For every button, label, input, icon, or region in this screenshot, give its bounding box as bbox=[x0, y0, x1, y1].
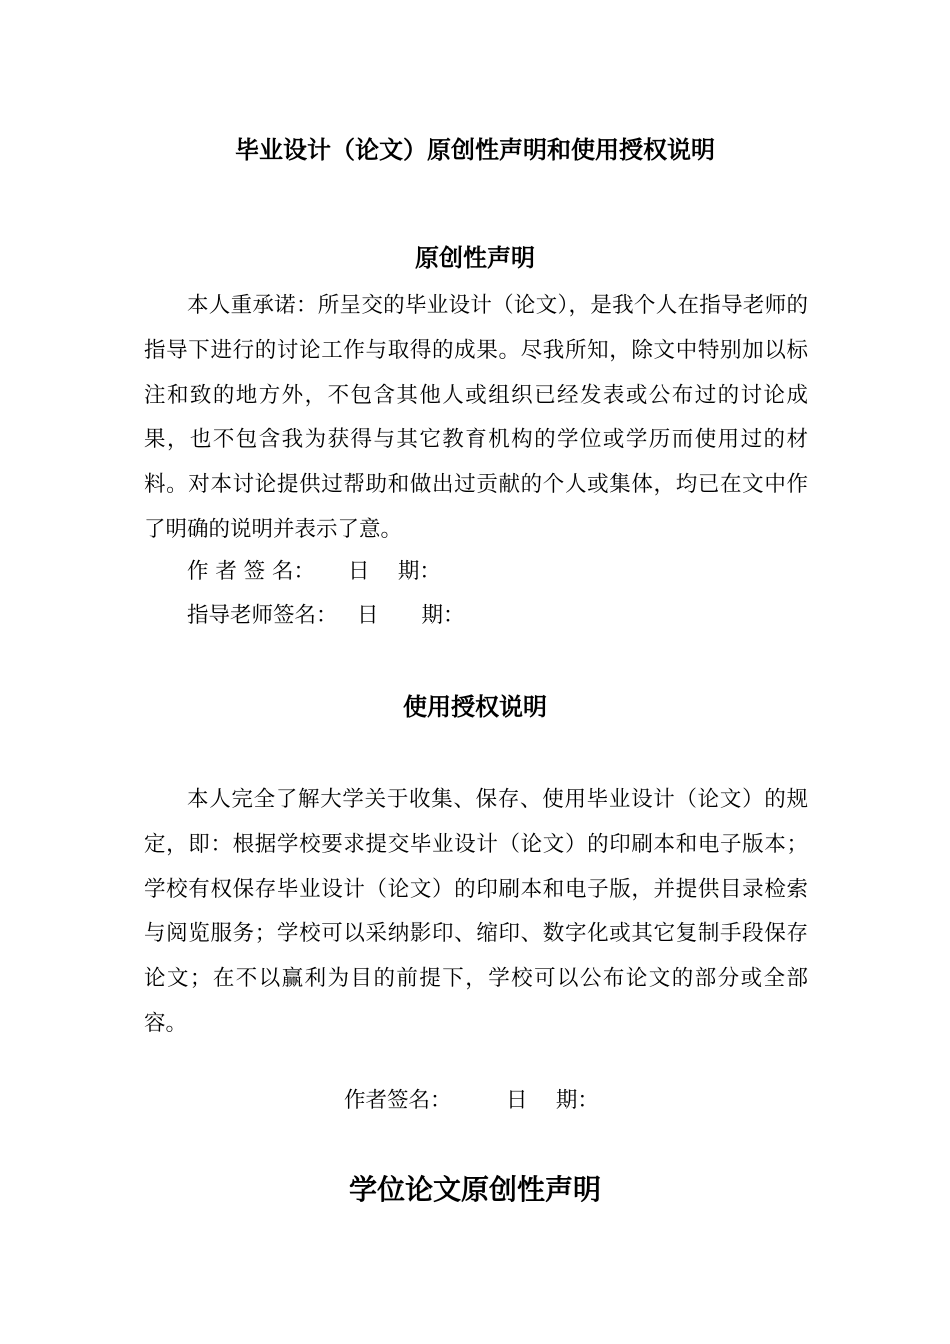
originality-author-date: 日 期： bbox=[348, 559, 441, 584]
document-title: 毕业设计（论文）原创性声明和使用授权说明 bbox=[235, 136, 715, 164]
authorization-paragraph: 本人完全了解大学关于收集、保存、使用毕业设计（论文）的规定，即：根据学校要求提交毕业设计（论文）的印刷本和电子版本；学校有权保存毕业设计（论文）的印刷本和电子版，并提供目录检索与阅览服务；学校可以采纳影印、缩印、数字化或其它复制手段保存论文；在不以赢利为目的前提下，学校可以公布论文的部分或全部容。 bbox=[144, 787, 808, 1036]
originality-heading: 原创性声明 bbox=[415, 244, 535, 272]
authorization-heading: 使用授权说明 bbox=[403, 693, 547, 721]
authorization-author-sign: 作者签名： bbox=[344, 1088, 452, 1113]
authorization-author-date: 日 期： bbox=[506, 1088, 599, 1113]
originality-advisor-date: 日 期： bbox=[357, 603, 465, 628]
originality-paragraph: 本人重承诺：所呈交的毕业设计（论文），是我个人在指导老师的指导下进行的讨论工作与取得的成果。尽我所知，除文中特别加以标注和致的地方外，不包含其他人或组织已经发表或公布过的讨论成果，也不包含我为获得与其它教育机构的学位或学历而使用过的材料。对本讨论提供过帮助和做出过贡献的个人或集体，均已在文中作了明确的说明并表示了意。 bbox=[144, 293, 808, 542]
degree-thesis-title: 学位论文原创性声明 bbox=[348, 1173, 601, 1206]
originality-author-sign: 作 者 签 名： bbox=[187, 559, 316, 584]
originality-advisor-sign: 指导老师签名： bbox=[187, 603, 338, 628]
